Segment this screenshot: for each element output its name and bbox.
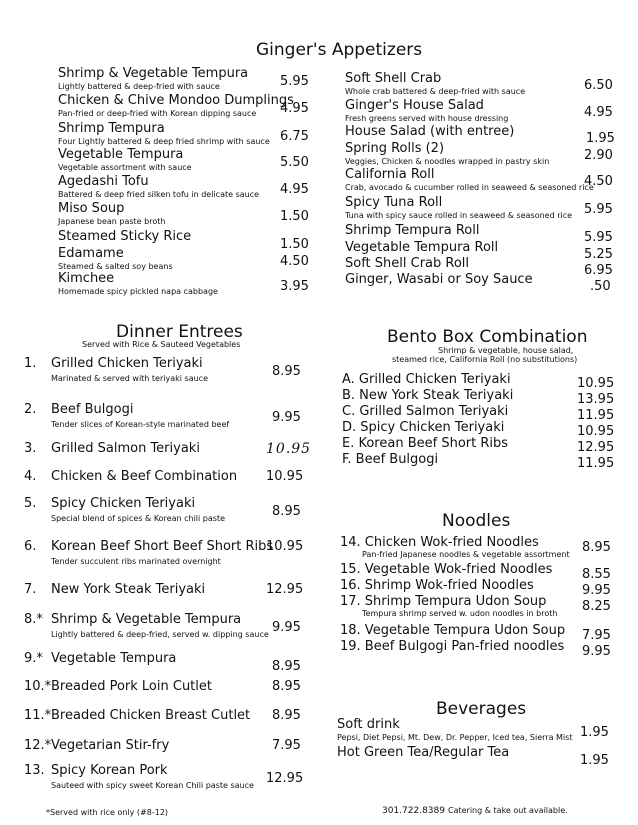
menu-item-desc: Veggies, Chicken & noodles wrapped in pastry skin [345,157,550,166]
entree-price: 10.95 [266,469,304,484]
bento-item-name: D. Spicy Chicken Teriyaki [342,420,505,435]
contact-phone: 301.722.8389 [382,806,445,816]
menu-item-price: 4.50 [280,254,309,269]
entree-number: 5. [24,496,37,511]
noodles-title: Noodles [442,511,511,531]
entree-desc: Sauteed with spicy sweet Korean Chili paste sauce [51,781,254,790]
noodle-item-name: 18. Vegetable Tempura Udon Soup [340,623,566,638]
menu-item-desc: Japanese bean paste broth [58,217,166,226]
menu-item-name: Spring Rolls (2) [345,141,445,156]
menu-item-desc: Crab, avocado & cucumber rolled in seaweed & seasoned rice [345,183,594,192]
entree-name: Vegetable Tempura [51,651,177,666]
menu-item-price: 1.95 [586,131,615,146]
noodle-item-name: 16. Shrimp Wok-fried Noodles [340,578,534,593]
noodle-item-name: 15. Vegetable Wok-fried Noodles [340,562,553,577]
entree-name: Grilled Salmon Teriyaki [51,441,200,456]
bento-subtitle-2: steamed rice, California Roll (no substitutions) [392,355,578,364]
contact-note: Catering & take out available. [448,806,568,815]
entree-desc: Special blend of spices & Korean chili paste [51,514,225,523]
noodle-item-name: 14. Chicken Wok-fried Noodles [340,535,539,550]
beverage-item-price: 1.95 [580,725,609,740]
entree-name: Vegetarian Stir-fry [51,738,170,753]
menu-item-price: 1.50 [280,209,309,224]
noodle-item-name: 19. Beef Bulgogi Pan-fried noodles [340,639,565,654]
menu-item-desc: Four Lightly battered & deep fried shrimp with sauce [58,137,270,146]
noodle-item-price: 8.25 [582,599,611,614]
menu-item-desc: Vegetable assortment with sauce [58,163,192,172]
entrees-subtitle: Served with Rice & Sauteed Vegetables [82,340,241,349]
entree-number: 7. [24,582,37,597]
menu-item-desc: Tuna with spicy sauce rolled in seaweed & seasoned rice [345,211,573,220]
menu-item-name: Ginger's House Salad [345,98,484,113]
noodle-item-price: 9.95 [582,644,611,659]
menu-item-desc: Steamed & salted soy beans [58,262,173,271]
entrees-footnote: *Served with rice only (#8-12) [46,808,169,817]
menu-item-price: 5.25 [584,247,613,262]
handwritten-price: 10.95 [266,441,312,457]
menu-item-name: Shrimp & Vegetable Tempura [58,66,249,81]
entree-price: 10.95 [266,539,304,554]
entree-number: 13. [24,763,45,778]
menu-item-name: Kimchee [58,271,115,286]
menu-item-price: 2.90 [584,148,613,163]
entree-price: 8.95 [272,679,301,694]
noodle-item-price: 7.95 [582,628,611,643]
entree-number: 11.* [24,708,52,723]
beverage-item-price: 1.95 [580,753,609,768]
menu-item-desc: Lightly battered & deep-fried with sauce [58,82,220,91]
menu-item-name: Spicy Tuna Roll [345,195,443,210]
entree-price: 9.95 [272,410,301,425]
menu-item-price: 3.95 [280,279,309,294]
entree-number: 9.* [24,651,43,666]
entree-desc: Lightly battered & deep-fried, served w. dipping sauce [51,630,269,639]
entree-desc: Tender slices of Korean-style marinated beef [51,420,230,429]
entree-price: 8.95 [272,708,301,723]
menu-item-price: 4.95 [280,182,309,197]
menu-item-desc: Homemade spicy pickled napa cabbage [58,287,218,296]
entree-name: Beef Bulgogi [51,402,134,417]
menu-item-name: Agedashi Tofu [58,174,149,189]
menu-item-price: 1.50 [280,237,309,252]
entree-name: Korean Beef Short Beef Short Ribs [51,539,274,554]
menu-item-price: 4.95 [280,101,309,116]
entrees-title: Dinner Entrees [116,322,243,342]
menu-item-price: .50 [590,279,611,294]
entree-price: 8.95 [272,364,301,379]
entree-price: 8.95 [272,504,301,519]
entree-price: 12.95 [266,771,304,786]
menu-item-name: Vegetable Tempura [58,147,184,162]
menu-item-desc: Battered & deep fried silken tofu in delicate sauce [58,190,260,199]
bento-subtitle-1: Shrimp & vegetable, house salad, [438,346,574,355]
bento-item-price: 11.95 [577,408,615,423]
entree-number: 10.* [24,679,52,694]
menu-item-name: House Salad (with entree) [345,124,515,139]
menu-item-name: Edamame [58,246,124,261]
bento-item-name: A. Grilled Chicken Teriyaki [342,372,511,387]
entree-number: 2. [24,402,37,417]
menu-item-price: 6.95 [584,263,613,278]
menu-item-desc: Pan-fried or deep-fried with Korean dipping sauce [58,109,257,118]
menu-item-desc: Whole crab battered & deep-fried with sauce [345,87,526,96]
menu-item-desc: Fresh greens served with house dressing [345,114,509,123]
entree-price: 9.95 [272,620,301,635]
bento-item-price: 10.95 [577,376,615,391]
beverage-item-desc: Pepsi, Diet Pepsi, Mt. Dew, Dr. Pepper, Iced tea, Sierra Mist [337,733,573,742]
bento-item-name: F. Beef Bulgogi [342,452,439,467]
beverage-item-name: Soft drink [337,717,400,732]
entree-name: Breaded Pork Loin Cutlet [51,679,212,694]
entree-desc: Marinated & served with teriyaki sauce [51,374,208,383]
entree-name: Chicken & Beef Combination [51,469,238,484]
menu-item-price: 5.95 [280,74,309,89]
menu-item-name: Steamed Sticky Rice [58,229,192,244]
bento-item-name: E. Korean Beef Short Ribs [342,436,509,451]
menu-item-name: Shrimp Tempura [58,121,165,136]
menu-item-price: 4.95 [584,105,613,120]
noodle-item-price: 9.95 [582,583,611,598]
menu-item-name: California Roll [345,167,435,182]
menu-item-price: 6.75 [280,129,309,144]
menu-item-name: Soft Shell Crab Roll [345,256,470,271]
entree-name: Spicy Korean Pork [51,763,168,778]
bento-item-price: 12.95 [577,440,615,455]
menu-item-name: Soft Shell Crab [345,71,442,86]
entree-name: Spicy Chicken Teriyaki [51,496,196,511]
menu-item-price: 5.95 [584,202,613,217]
beverages-title: Beverages [436,699,527,719]
noodle-item-desc: Pan-fried Japanese noodles & vegetable assortment [362,550,570,559]
noodle-item-name: 17. Shrimp Tempura Udon Soup [340,594,547,609]
noodle-item-price: 8.55 [582,567,611,582]
entree-number: 12.* [24,738,52,753]
entree-name: Grilled Chicken Teriyaki [51,356,203,371]
menu-item-name: Ginger, Wasabi or Soy Sauce [345,272,533,287]
entree-number: 1. [24,356,37,371]
menu-item-name: Shrimp Tempura Roll [345,223,480,238]
bento-item-price: 10.95 [577,424,615,439]
menu-item-name: Vegetable Tempura Roll [345,240,499,255]
bento-item-name: C. Grilled Salmon Teriyaki [342,404,509,419]
entree-desc: Tender succulent ribs marinated overnight [51,557,221,566]
entree-price: 8.95 [272,659,301,674]
entree-number: 3. [24,441,37,456]
menu-item-price: 4.50 [584,174,613,189]
entree-name: Breaded Chicken Breast Cutlet [51,708,251,723]
menu-item-name: Chicken & Chive Mondoo Dumplings [58,93,294,108]
menu-item-price: 6.50 [584,78,613,93]
bento-item-price: 11.95 [577,456,615,471]
entree-number: 4. [24,469,37,484]
menu-item-name: Miso Soup [58,201,125,216]
entree-price: 7.95 [272,738,301,753]
bento-title: Bento Box Combination [387,327,588,347]
beverage-item-name: Hot Green Tea/Regular Tea [337,745,510,760]
entree-number: 8.* [24,612,43,627]
entree-name: New York Steak Teriyaki [51,582,206,597]
menu-item-price: 5.95 [584,230,613,245]
bento-item-name: B. New York Steak Teriyaki [342,388,514,403]
appetizers-title: Ginger's Appetizers [256,40,423,60]
bento-item-price: 13.95 [577,392,615,407]
entree-price: 12.95 [266,582,304,597]
noodle-item-desc: Tempura shrimp served w. udon noodles in broth [362,609,558,618]
entree-name: Shrimp & Vegetable Tempura [51,612,242,627]
entree-number: 6. [24,539,37,554]
menu-item-price: 5.50 [280,155,309,170]
noodle-item-price: 8.95 [582,540,611,555]
